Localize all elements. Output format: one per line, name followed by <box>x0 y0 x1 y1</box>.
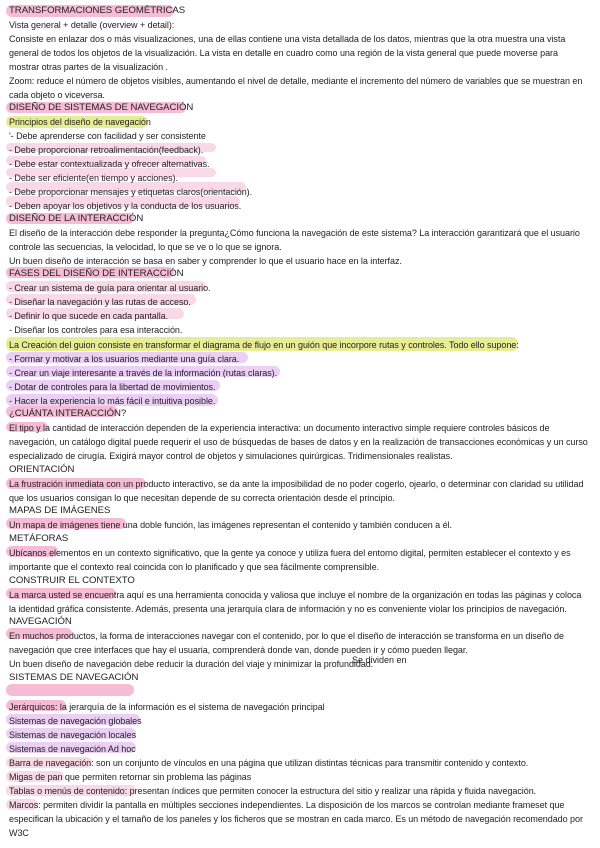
list-item: - Formar y motivar a los usuarios mediante una guía clara. <box>9 354 240 364</box>
list-item: - Diseñar la navegación y las rutas de acceso. <box>9 297 191 307</box>
paragraph-line: La marca usted se encuentra aquí es una herramienta conocida y valiosa que incluye el nombre de la organización en todas las páginas y coloca <box>9 590 582 600</box>
paragraph-line: general de todos los objetos de la visualización. La vista en detalle en cuadro como una región de la vista general que puede moverse para <box>9 48 558 58</box>
paragraph-line: que los usuarios consigan lo que necesitan depende de su correcta orientación desde el principio. <box>9 493 395 503</box>
paragraph-line: especializado de cirugía. Exigirá mayor control de objetos y simulaciones quirúrgicas. Tridimensionales realistas. <box>9 451 453 461</box>
list-item: Sistemas de navegación Ad hoc <box>9 744 136 754</box>
list-item: - Debe ser eficiente(en tiempo y acciones). <box>9 173 178 183</box>
list-item: - Definir lo que sucede en cada pantalla. <box>9 311 169 321</box>
list-item: - Dotar de controles para la libertad de movimientos. <box>9 382 216 392</box>
handwritten-note: Se dividen en <box>352 655 407 665</box>
paragraph-line: Consiste en enlazar dos o más visualizaciones, una de ellas contiene una vista detallada de los datos, mientras que la otra muestra una vista <box>9 34 566 44</box>
paragraph-line: Ubícanos elementos en un contexto significativo, que la gente ya conoce y utiliza fuera del entorno digital, permiten establecer el contexto y es <box>9 548 571 558</box>
subheading: Principios del diseño de navegación <box>9 117 151 127</box>
paragraph-line: controle las secuencias, la velocidad, lo que se ve o lo que se ignora. <box>9 242 282 252</box>
paragraph-line: navegación, un catálogo digital puede requerir el uso de búsquedas de bases de datos y en la realización de transacciones económicas y un curso <box>9 437 588 447</box>
list-item: - Debe estar contextualizada y ofrecer alternativas. <box>9 159 210 169</box>
paragraph-line: mostrar otras partes de la visualización . <box>9 62 168 72</box>
paragraph-line: especifican la ubicación y el tamaño de los paneles y los ficheros que se mostran en cada marco. Es un método de navegación recomendado por <box>9 814 583 824</box>
section-heading: FASES DEL DISEÑO DE INTERACCIÓN <box>9 268 184 279</box>
paragraph-line: navegación que cree interfaces que hay el usuaria, comprenderá donde van, donde pueden ir y cómo pueden llegar. <box>9 645 468 655</box>
paragraph-line: Marcos: permiten dividir la pantalla en múltiples secciones independientes. La disposición de los marcos se controlan mediante frameset que <box>9 800 565 810</box>
list-item: Migas de pan que permiten retornar sin problema las páginas <box>9 772 252 782</box>
list-item: Sistemas de navegación locales <box>9 730 137 740</box>
list-item: - Debe proporcionar mensajes y etiquetas claros(orientación). <box>9 187 253 197</box>
paragraph-line: Un mapa de imágenes tiene una doble función, las imágenes representan el contenido y también conducen a él. <box>9 520 452 530</box>
list-item: - Crear un sistema de guía para orientar al usuario. <box>9 283 211 293</box>
section-heading: MAPAS DE IMÁGENES <box>9 505 111 516</box>
list-item: - Diseñar los controles para esa interacción. <box>9 325 183 335</box>
paragraph-line: la identidad gráfica consistente. Además, presenta una jerarquía clara de información y no es conveniente violar los principios de navegación. <box>9 604 567 614</box>
section-heading: METÁFORAS <box>9 533 69 544</box>
paragraph-line: El tipo y la cantidad de interacción dependen de la experiencia interactiva: un documento interactivo simple requiere controles básicos de <box>9 423 550 433</box>
section-heading: TRANSFORMACIONES GEOMÉTRICAS <box>9 5 186 16</box>
paragraph-line: Un buen diseño de interacción se basa en saber y comprender lo que el usuario hace en la interfaz. <box>9 256 402 266</box>
subheading: Vista general + detalle (overview + detail): <box>9 20 175 30</box>
list-item: '- Debe aprenderse con facilidad y ser consistente <box>9 131 206 141</box>
list-item: - Hacer la experiencia lo más fácil e intuitiva posible. <box>9 396 216 406</box>
list-item: - Debe proporcionar retroalimentación(feedback). <box>9 145 204 155</box>
paragraph-line: importante que el contexto real coincida con lo planificado y que sea fácilmente comprensible. <box>9 562 380 572</box>
list-item: Jerárquicos: la jerarquía de la información es el sistema de navegación principal <box>9 702 325 712</box>
list-item: Barra de navegación: son un conjunto de vínculos en una página que utilizan distintas técnicas para transmitir contenido y contexto. <box>9 758 529 768</box>
paragraph-line: La frustración inmediata con un producto interactivo, se da ante la imposibilidad de no poder cogerlo, ojearlo, o determinar con claridad su utilidad <box>9 479 584 489</box>
list-item: - Crear un viaje interesante a través de la información (rutas claras). <box>9 368 278 378</box>
paragraph-line: La Creación del guion consiste en transformar el diagrama de flujo en un guión que incorpore rutas y controles. Todo ello supone: <box>9 340 519 350</box>
section-heading: ORIENTACIÓN <box>9 464 75 475</box>
section-heading: DISEÑO DE SISTEMAS DE NAVEGACIÓN <box>9 102 194 113</box>
section-heading: DISEÑO DE LA INTERACCIÓN <box>9 213 144 224</box>
list-item: Tablas o menús de contenido: presentan índices que permiten conocer la estructura del sitio y realizar una rápida y fluida navegación. <box>9 786 537 796</box>
list-item: Sistemas de navegación globales <box>9 716 142 726</box>
section-heading: CONSTRUIR EL CONTEXTO <box>9 575 135 586</box>
paragraph-line: En muchos productos, la forma de interacciones navegar con el contenido, por lo que el diseño de interacción se transforma en un diseño de <box>9 631 564 641</box>
section-heading: SISTEMAS DE NAVEGACIÓN <box>9 672 139 683</box>
paragraph-line: El diseño de la interacción debe responder la pregunta¿Cómo funciona la navegación de este sistema? La interacción garantizará que el usuario <box>9 228 580 238</box>
list-item: - Deben apoyar los objetivos y la conducta de los usuarios. <box>9 201 242 211</box>
section-heading: ¿CUÁNTA INTERACCIÓN? <box>9 408 127 419</box>
paragraph-line: Un buen diseño de navegación debe reducir la duración del viaje y minimizar la profundidad. <box>9 659 374 669</box>
highlight-mark <box>6 684 134 696</box>
section-heading: NAVEGACIÓN <box>9 616 72 627</box>
paragraph-line: cada objeto o viceversa. <box>9 90 105 100</box>
paragraph-line: W3C <box>9 828 29 838</box>
paragraph-line: Zoom: reduce el número de objetos visibles, aumentando el nivel de detalle, mediante el incremento del número de variables que se muestran en <box>9 76 583 86</box>
